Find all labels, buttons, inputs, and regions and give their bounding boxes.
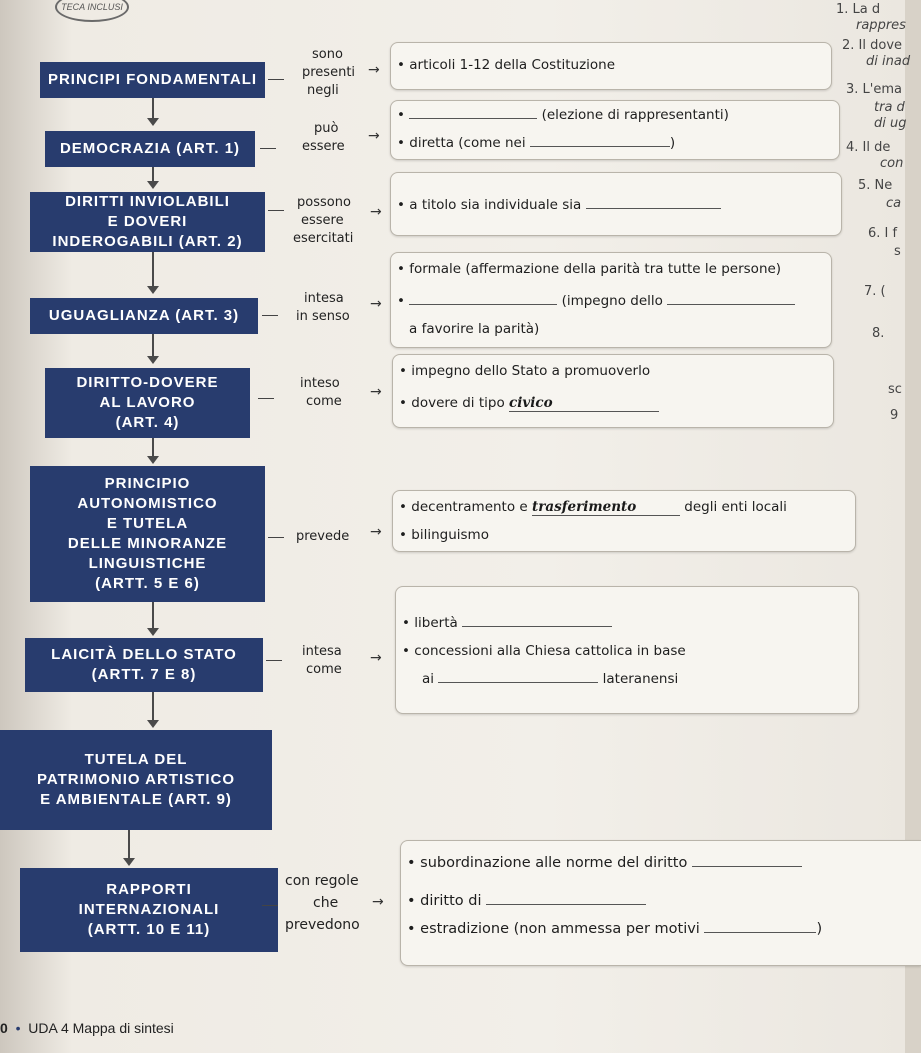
connector-arrow	[147, 456, 159, 464]
answer-box-democrazia	[390, 100, 840, 160]
verb-text: in senso	[296, 309, 350, 324]
connector-dash	[262, 315, 278, 316]
verb-text: presenti	[302, 65, 356, 80]
verb-principi	[302, 46, 355, 100]
verb-text: possono	[297, 195, 351, 210]
arrow-right-icon: →	[370, 296, 382, 312]
verb-rapporti	[285, 870, 360, 936]
verb-uguaglianza	[296, 290, 350, 326]
item: • subordinazione alle norme del diritto	[407, 855, 802, 871]
footer	[0, 1020, 174, 1036]
verb-text: negli	[307, 83, 339, 98]
side-note: di inad	[866, 54, 911, 69]
verb-text: essere	[302, 139, 345, 154]
verb-text: prevedono	[285, 917, 360, 933]
side-note: con	[880, 156, 904, 171]
blank-line[interactable]	[462, 626, 612, 627]
item: • impegno dello Stato a promuoverlo	[399, 363, 651, 379]
connector-arrow	[147, 286, 159, 294]
node-uguaglianza: UGUAGLIANZA (ART. 3)	[30, 298, 258, 334]
verb-laicita	[302, 643, 342, 679]
node-laicita: LAICITÀ DELLO STATO (ARTT. 7 E 8)	[25, 638, 263, 692]
side-note: 2. Il dove	[842, 38, 903, 53]
blank-line[interactable]	[438, 682, 598, 683]
arrow-right-icon: →	[370, 384, 382, 400]
side-note: tra d	[874, 100, 905, 115]
side-note: rappres	[856, 18, 906, 33]
node-lavoro: DIRITTO-DOVERE AL LAVORO (ART. 4)	[45, 368, 250, 438]
side-note: 1. La d	[836, 2, 881, 17]
verb-text: che	[313, 895, 339, 911]
connector-dash	[268, 210, 284, 211]
bullet-icon: •	[11, 1020, 25, 1036]
blank-line[interactable]	[692, 866, 802, 867]
connector-arrow	[147, 628, 159, 636]
verb-lavoro	[300, 375, 342, 411]
footer-label: UDA 4 Mappa di sintesi	[28, 1020, 174, 1036]
answer-box-principi	[390, 42, 832, 90]
blank-line[interactable]	[530, 146, 670, 147]
connector-arrow	[147, 181, 159, 189]
arrow-right-icon: →	[368, 128, 380, 144]
item: ai lateranensi	[422, 671, 679, 687]
connector	[128, 830, 130, 860]
item: • concessioni alla Chiesa cattolica in base	[402, 643, 686, 659]
item: • diritto di	[407, 893, 646, 909]
connector-dash	[268, 537, 284, 538]
verb-text: prevede	[296, 529, 350, 544]
side-note: 9	[890, 408, 899, 423]
side-note: 5. Ne	[858, 178, 893, 193]
item: • bilinguismo	[399, 527, 489, 543]
connector	[152, 438, 154, 458]
arrow-right-icon: →	[370, 524, 382, 540]
handwritten-answer: trasferimento	[532, 499, 637, 515]
verb-autonomia	[296, 528, 349, 546]
node-autonomia: PRINCIPIO AUTONOMISTICO E TUTELA DELLE MINORANZE LINGUISTICHE (ARTT. 5 E 6)	[30, 466, 265, 602]
connector	[152, 252, 154, 288]
side-note: 6. I f	[868, 226, 898, 241]
answer-box-autonomia	[392, 490, 856, 552]
side-note: ca	[886, 196, 902, 211]
node-principi-fondamentali: PRINCIPI FONDAMENTALI	[40, 62, 265, 98]
connector-dash	[260, 148, 276, 149]
logo: TECA INCLUSI	[55, 0, 129, 22]
blank-line[interactable]	[667, 304, 795, 305]
item: • (elezione di rappresentanti)	[397, 107, 729, 123]
verb-text: intesa	[304, 291, 344, 306]
connector	[152, 692, 154, 722]
arrow-right-icon: →	[372, 894, 384, 910]
connector-dash	[258, 398, 274, 399]
verb-text: intesa	[302, 644, 342, 659]
verb-text: sono	[312, 47, 343, 62]
verb-text: esercitati	[293, 231, 354, 246]
blank-line[interactable]	[409, 304, 557, 305]
blank-line[interactable]	[532, 499, 680, 516]
blank-line[interactable]	[409, 118, 537, 119]
item: • formale (affermazione della parità tra tutte le persone)	[397, 261, 782, 277]
verb-democrazia	[302, 120, 345, 156]
verb-text: come	[306, 394, 342, 409]
connector-dash	[262, 905, 278, 906]
item: • articoli 1-12 della Costituzione	[397, 57, 616, 73]
side-note: di ug	[874, 116, 907, 131]
node-rapporti: RAPPORTI INTERNAZIONALI (ARTT. 10 E 11)	[20, 868, 278, 952]
verb-text: inteso	[300, 376, 340, 391]
answer-box-rapporti	[400, 840, 921, 966]
verb-text: con regole	[285, 873, 359, 889]
blank-line[interactable]	[586, 208, 721, 209]
side-note: sc	[888, 382, 902, 397]
item: • a titolo sia individuale sia	[397, 197, 721, 213]
arrow-right-icon: →	[370, 204, 382, 220]
connector	[152, 98, 154, 120]
blank-line[interactable]	[486, 904, 646, 905]
handwritten-answer: civico	[509, 395, 553, 411]
side-note: s	[894, 244, 901, 259]
verb-text: essere	[301, 213, 344, 228]
connector-dash	[268, 79, 284, 80]
verb-diritti	[293, 194, 353, 248]
blank-line[interactable]	[704, 932, 816, 933]
blank-line[interactable]	[509, 395, 659, 412]
answer-box-uguaglianza	[390, 252, 832, 348]
arrow-right-icon: →	[370, 650, 382, 666]
node-diritti: DIRITTI INVIOLABILI E DOVERI INDEROGABILI (ART. 2)	[30, 192, 265, 252]
answer-box-laicita	[395, 586, 859, 714]
connector-arrow	[147, 118, 159, 126]
connector	[152, 334, 154, 358]
connector-arrow	[147, 720, 159, 728]
page-number: 0	[0, 1020, 8, 1036]
item: • diretta (come nei )	[397, 135, 676, 151]
side-note: 4. Il de	[846, 140, 891, 155]
node-tutela: TUTELA DEL PATRIMONIO ARTISTICO E AMBIENTALE (ART. 9)	[0, 730, 272, 830]
item: a favorire la parità)	[409, 321, 540, 337]
item: • decentramento e trasferimento degli enti locali	[399, 499, 787, 515]
verb-text: come	[306, 662, 342, 677]
connector-arrow	[147, 356, 159, 364]
connector	[152, 602, 154, 630]
answer-box-lavoro	[392, 354, 834, 428]
item: • dovere di tipo civico	[399, 395, 659, 412]
connector-arrow	[123, 858, 135, 866]
side-note: 8.	[872, 326, 885, 341]
node-democrazia: DEMOCRAZIA (ART. 1)	[45, 131, 255, 167]
answer-box-diritti	[390, 172, 842, 236]
arrow-right-icon: →	[368, 62, 380, 78]
connector-dash	[266, 660, 282, 661]
item: • (impegno dello	[397, 293, 795, 309]
item: • libertà	[402, 615, 612, 631]
verb-text: può	[314, 121, 339, 136]
item: • estradizione (non ammessa per motivi )	[407, 921, 823, 937]
side-note: 3. L'ema	[846, 82, 902, 97]
side-note: 7. (	[864, 284, 886, 299]
